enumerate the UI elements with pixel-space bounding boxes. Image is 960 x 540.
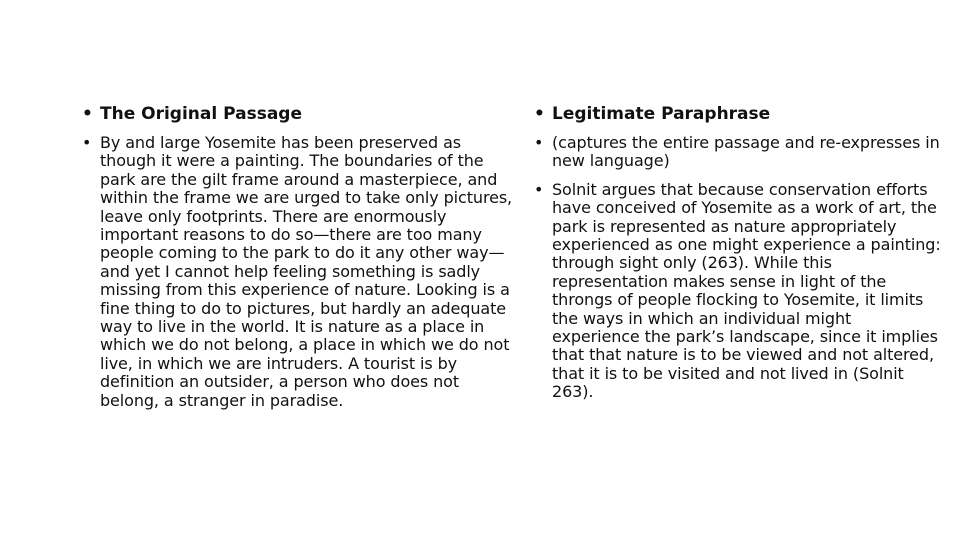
list-item — [532, 181, 942, 402]
paraphrase-text: Solnit argues that because conservation efforts have conceived of Yosemite as a work of art, the park is represented as nature appropriately experienced as one might experience a painting: through sight only (263). While this representation makes sense in light of the throngs of people flocking to Yosemite, it limits the ways in which an individual might experience the park’s landscape, since it implies that that nature is to be viewed and not altered, that it is to be visited and not lived in (Solnit 263). — [552, 179, 941, 402]
bullet-icon: • — [534, 133, 544, 152]
original-passage-column — [80, 104, 520, 420]
paraphrase-column — [532, 104, 942, 412]
bullet-icon: • — [82, 104, 93, 124]
original-passage-text: By and large Yosemite has been preserved as though it were a painting. The boundaries of the park are the gilt frame around a masterpiece, and within the frame we are urged to take only pictures, leave only footprints. There are enormously important reasons to do so—there are too many people coming to the park to do it any other way—and yet I cannot help feeling something is sadly missing from this experience of nature. Looking is a fine thing to do to pictures, but hardly an adequate way to live in the world. It is nature as a place in which we do not belong, a place in which we do not live, in which we are intruders. A tourist is by definition an outsider, a person who does not belong, a stranger in paradise. — [100, 133, 513, 410]
bullet-icon: • — [534, 104, 545, 124]
paraphrase-note-text: (captures the entire passage and re-expresses in new language) — [552, 133, 940, 171]
paraphrase-list — [532, 104, 942, 402]
bullet-icon: • — [534, 179, 544, 199]
list-item — [532, 134, 942, 171]
heading-text: Legitimate Paraphrase — [552, 104, 771, 124]
heading-text: The Original Passage — [100, 104, 303, 124]
original-passage-list — [80, 104, 520, 410]
bullet-icon: • — [82, 133, 92, 152]
original-passage-heading — [80, 104, 520, 124]
paraphrase-heading — [532, 104, 942, 124]
list-item — [80, 134, 520, 410]
